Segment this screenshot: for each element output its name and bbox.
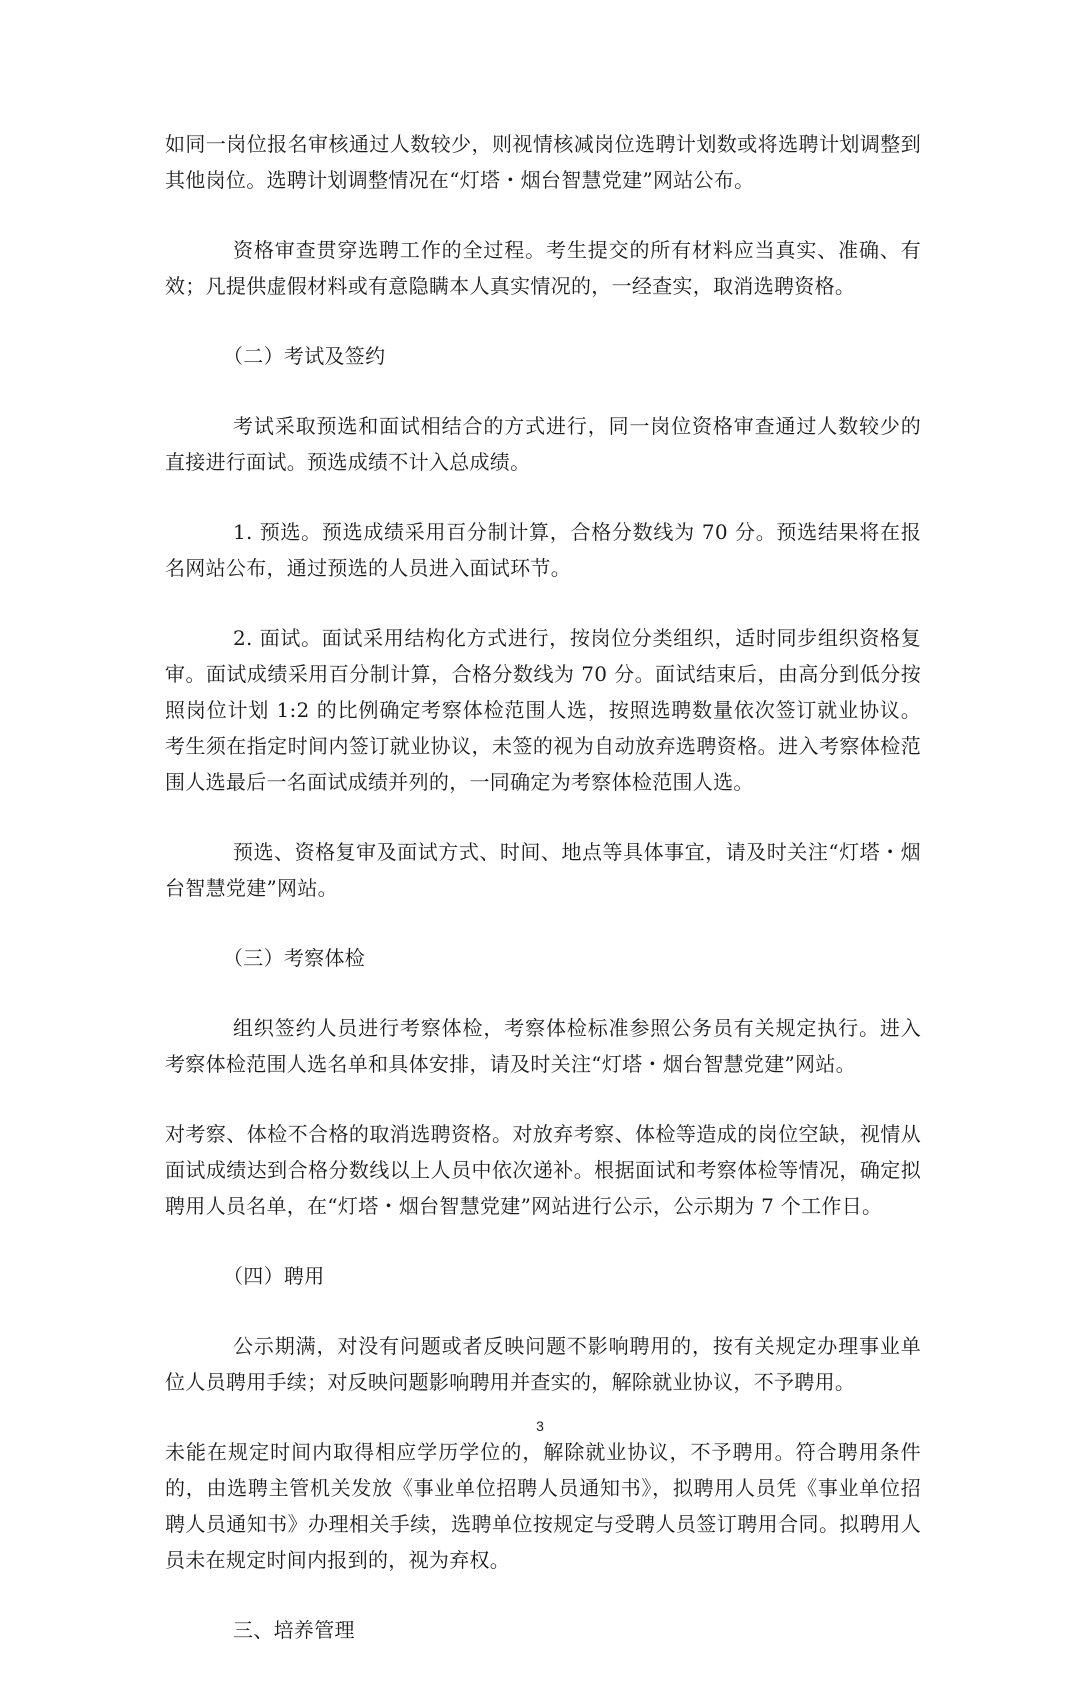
paragraph: 1. 预选。预选成绩采用百分制计算，合格分数线为 70 分。预选结果将在报名网站公布，通过预选的人员进入面试环节。 [165,520,921,580]
paragraph: 公示期满，对没有问题或者反映问题不影响聘用的，按有关规定办理事业单位人员聘用手续；对反映问题影响聘用并查实的，解除就业协议，不予聘用。 [165,1334,921,1394]
paragraph: 2. 面试。面试采用结构化方式进行，按岗位分类组织，适时同步组织资格复审。面试成绩采用百分制计算，合格分数线为 70 分。面试结束后，由高分到低分按照岗位计划 1:2 的比例确定考察体检范围人选，按照选聘数量依次签订就业协议。考生须在指定时间内签订就业协议，未签的视为自动放弃选聘资格。进入考察体检范围人选最后一名面试成绩并列的，一同确定为考察体检范围人选。 [165,626,921,794]
paragraph: 资格审查贯穿选聘工作的全过程。考生提交的所有材料应当真实、准确、有效；凡提供虚假材料或有意隐瞒本人真实情况的，一经查实，取消选聘资格。 [165,238,921,298]
paragraph: 预选、资格复审及面试方式、时间、地点等具体事宜，请及时关注“灯塔・烟台智慧党建”网站。 [165,840,921,900]
page-number: 3 [536,1418,544,1434]
section-heading: （二）考试及签约 [223,344,386,368]
chapter-heading: 三、培养管理 [233,1618,355,1642]
paragraph: 考试采取预选和面试相结合的方式进行，同一岗位资格审查通过人数较少的直接进行面试。预选成绩不计入总成绩。 [165,414,921,474]
section-heading: （三）考察体检 [223,946,366,970]
document-body [165,126,921,1682]
paragraph: 未能在规定时间内取得相应学历学位的，解除就业协议，不予聘用。符合聘用条件的，由选聘主管机关发放《事业单位招聘人员通知书》，拟聘用人员凭《事业单位招聘人员通知书》办理相关手续，选聘单位按规定与受聘人员签订聘用合同。拟聘用人员未在规定时间内报到的，视为弃权。 [165,1440,921,1572]
paragraph: 如同一岗位报名审核通过人数较少，则视情核减岗位选聘计划数或将选聘计划调整到其他岗位。选聘计划调整情况在“灯塔・烟台智慧党建”网站公布。 [165,132,921,192]
paragraph: 对考察、体检不合格的取消选聘资格。对放弃考察、体检等造成的岗位空缺，视情从面试成绩达到合格分数线以上人员中依次递补。根据面试和考察体检等情况，确定拟聘用人员名单，在“灯塔・烟台智慧党建”网站进行公示，公示期为 7 个工作日。 [165,1122,921,1218]
paragraph: 组织签约人员进行考察体检，考察体检标准参照公务员有关规定执行。进入考察体检范围人选名单和具体安排，请及时关注“灯塔・烟台智慧党建”网站。 [165,1016,921,1076]
section-heading: （四）聘用 [223,1264,325,1288]
